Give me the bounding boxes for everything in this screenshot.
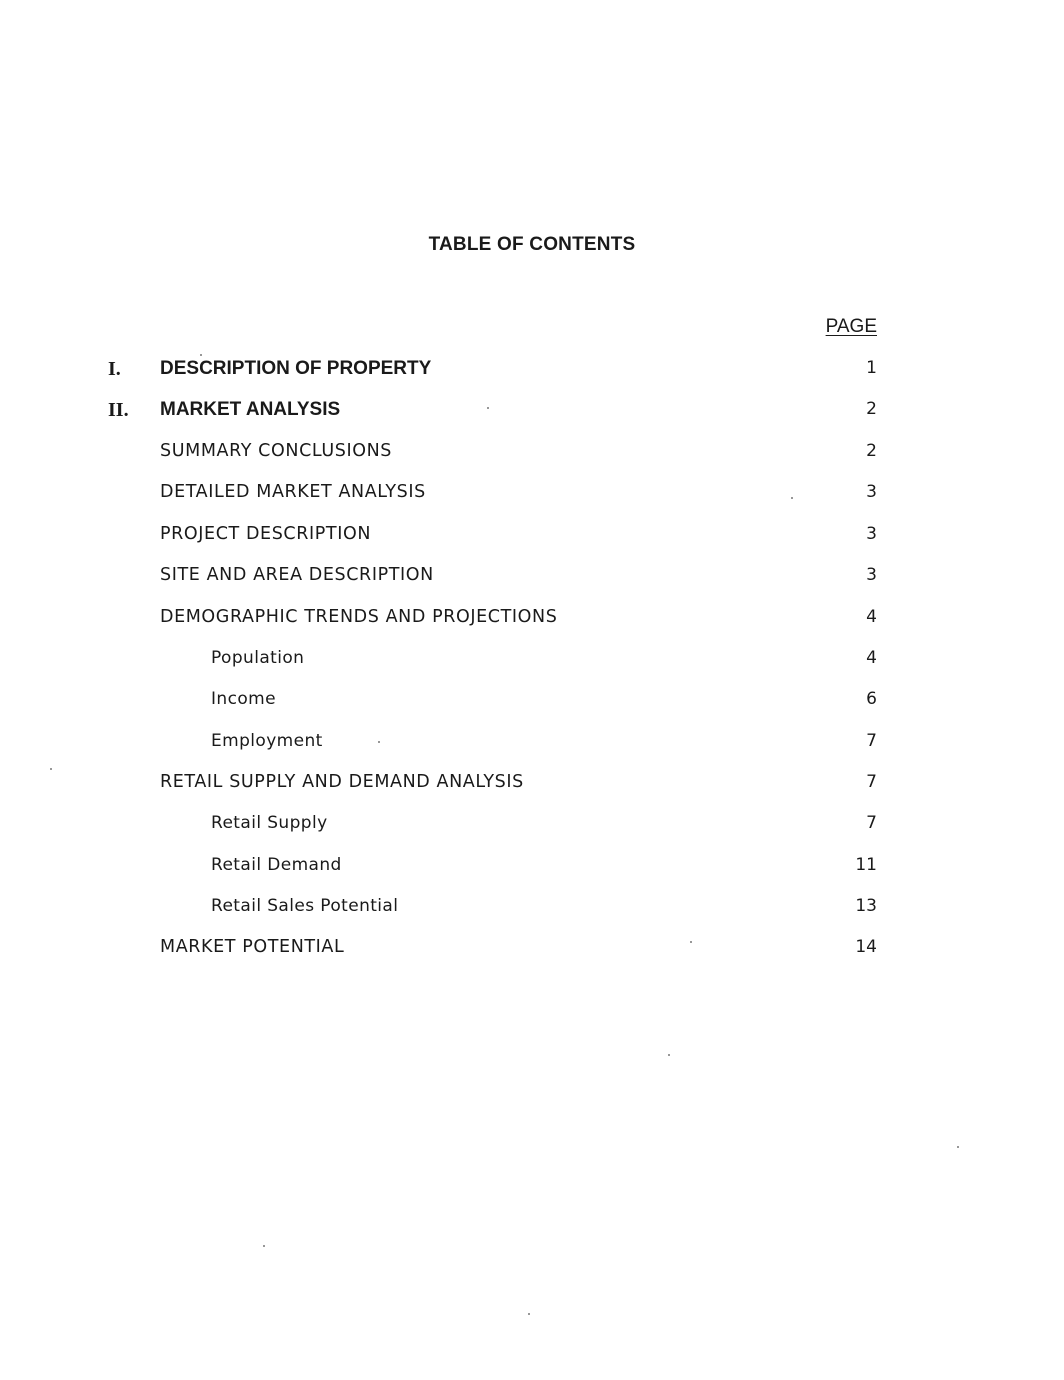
section-numeral: II. bbox=[108, 399, 129, 421]
toc-page-number: 2 bbox=[866, 441, 877, 461]
toc-entry-label: PROJECT DESCRIPTION bbox=[160, 524, 372, 544]
section-numeral: I. bbox=[108, 358, 121, 380]
scan-speck bbox=[528, 1313, 530, 1315]
page-column-header: PAGE bbox=[825, 316, 877, 337]
toc-subentry-label: Income bbox=[211, 689, 276, 709]
scan-speck bbox=[50, 768, 52, 770]
toc-row bbox=[0, 855, 1064, 885]
toc-entry-label: DETAILED MARKET ANALYSIS bbox=[160, 482, 426, 502]
toc-row bbox=[0, 772, 1064, 802]
toc-entry-label: SITE AND AREA DESCRIPTION bbox=[160, 565, 434, 585]
toc-page-number: 6 bbox=[866, 689, 877, 709]
toc-row bbox=[0, 689, 1064, 719]
toc-row bbox=[0, 565, 1064, 595]
toc-page-number: 13 bbox=[855, 896, 877, 916]
toc-page-number: 7 bbox=[866, 731, 877, 751]
toc-entry-label: RETAIL SUPPLY AND DEMAND ANALYSIS bbox=[160, 772, 524, 792]
toc-page-number: 14 bbox=[855, 937, 877, 957]
scan-speck bbox=[200, 354, 202, 356]
toc-subentry-label: Retail Supply bbox=[211, 813, 328, 833]
toc-page-number: 7 bbox=[866, 813, 877, 833]
scan-speck bbox=[957, 1146, 959, 1148]
scan-speck bbox=[263, 1245, 265, 1247]
toc-entry-label: MARKET POTENTIAL bbox=[160, 937, 345, 957]
toc-page-number: 2 bbox=[866, 399, 877, 419]
toc-entry-label: SUMMARY CONCLUSIONS bbox=[160, 441, 393, 461]
scan-speck bbox=[487, 407, 489, 409]
toc-row bbox=[0, 731, 1064, 761]
toc-page-number: 1 bbox=[866, 358, 877, 378]
scan-speck bbox=[791, 497, 793, 499]
toc-subentry-label: Retail Sales Potential bbox=[211, 896, 399, 916]
toc-page-number: 3 bbox=[866, 482, 877, 502]
toc-row bbox=[0, 937, 1064, 967]
toc-page-number: 7 bbox=[866, 772, 877, 792]
toc-row bbox=[0, 607, 1064, 637]
toc-page-number: 4 bbox=[866, 607, 877, 627]
scan-speck bbox=[378, 741, 380, 743]
toc-row bbox=[0, 358, 1064, 388]
toc-page-number: 3 bbox=[866, 524, 877, 544]
toc-page-number: 11 bbox=[855, 855, 877, 875]
toc-entry-label: MARKET ANALYSIS bbox=[160, 399, 341, 420]
toc-entry-label: DESCRIPTION OF PROPERTY bbox=[160, 358, 432, 379]
toc-subentry-label: Employment bbox=[211, 731, 323, 751]
toc-subentry-label: Population bbox=[211, 648, 305, 668]
toc-row bbox=[0, 648, 1064, 678]
toc-row bbox=[0, 441, 1064, 471]
toc-row bbox=[0, 482, 1064, 512]
toc-row bbox=[0, 524, 1064, 554]
scan-speck bbox=[668, 1054, 670, 1056]
toc-title: TABLE OF CONTENTS bbox=[428, 234, 636, 255]
toc-row bbox=[0, 813, 1064, 843]
toc-page-number: 3 bbox=[866, 565, 877, 585]
toc-row bbox=[0, 896, 1064, 926]
toc-page-number: 4 bbox=[866, 648, 877, 668]
toc-entry-label: DEMOGRAPHIC TRENDS AND PROJECTIONS bbox=[160, 607, 558, 627]
toc-subentry-label: Retail Demand bbox=[211, 855, 342, 875]
toc-row bbox=[0, 399, 1064, 429]
scan-speck bbox=[690, 941, 692, 943]
